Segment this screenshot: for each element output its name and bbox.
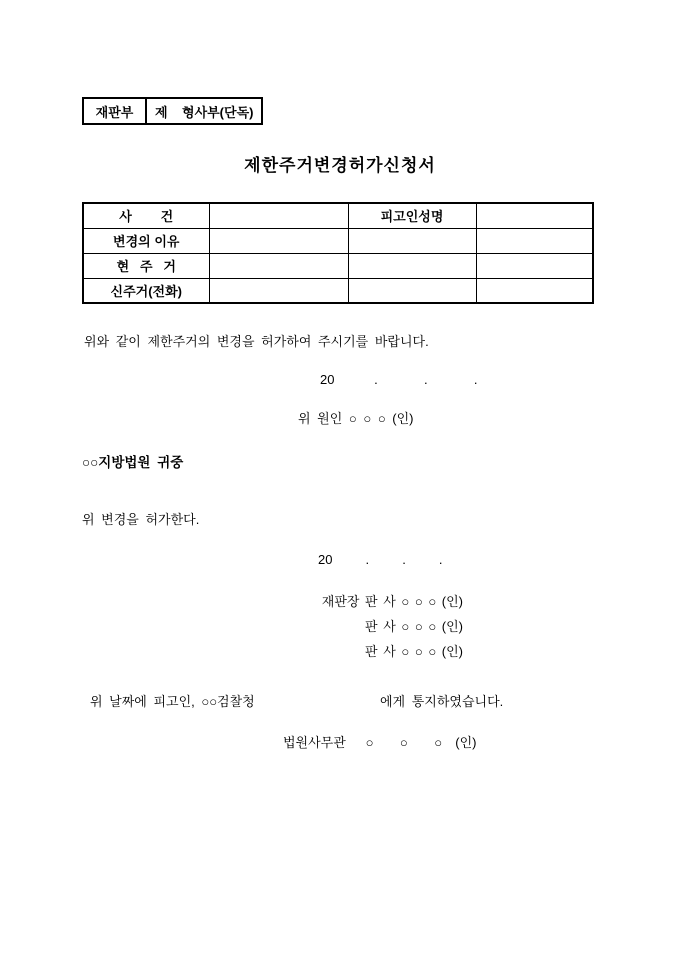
defendant-name-cell — [476, 203, 593, 228]
reason-cell-3 — [476, 228, 593, 253]
new-residence-label: 신주거(전화) — [83, 278, 209, 303]
new-residence-cell-3 — [476, 278, 593, 303]
table-row-current-residence — [83, 253, 593, 278]
current-residence-cell-2 — [348, 253, 476, 278]
presiding-judge-signature: 재판장 판 사 ○ ○ ○ (인) — [321, 594, 463, 609]
judge2-signature: 판 사 ○ ○ ○ (인) — [365, 619, 463, 634]
reason-cell-1 — [209, 228, 348, 253]
notice-prefix: 위 날짜에 피고인, ○○검찰청 — [90, 694, 255, 709]
new-residence-cell-1 — [209, 278, 348, 303]
division-box — [82, 97, 263, 125]
notice-suffix: 에게 통지하였습니다. — [380, 694, 504, 709]
grant-date: 20 . . . — [318, 552, 443, 567]
reason-cell-2 — [348, 228, 476, 253]
division-value: 제 형사부(단독) — [155, 104, 254, 120]
defendant-name-label: 피고인성명 — [348, 203, 476, 228]
current-residence-cell-1 — [209, 253, 348, 278]
judges-signature-block — [180, 589, 463, 664]
table-row-reason — [83, 228, 593, 253]
grant-sentence: 위 변경을 허가한다. — [82, 512, 200, 527]
reason-label: 변경의 이유 — [83, 228, 209, 253]
judge3-signature: 판 사 ○ ○ ○ (인) — [365, 644, 463, 659]
table-row-new-residence — [83, 278, 593, 303]
applicant-signature: 위 원인 ○ ○ ○ (인) — [298, 411, 414, 426]
court-address: ○○지방법원 귀중 — [82, 455, 184, 470]
request-sentence: 위와 같이 제한주거의 변경을 허가하여 주시기를 바랍니다. — [84, 334, 429, 349]
new-residence-cell-2 — [348, 278, 476, 303]
request-date: 20 . . . — [320, 372, 478, 387]
current-residence-cell-3 — [476, 253, 593, 278]
current-residence-label: 현 주 거 — [83, 253, 209, 278]
case-value-cell — [209, 203, 348, 228]
clerk-signature: 법원사무관 ○ ○ ○ (인) — [283, 735, 477, 750]
table-row-case — [83, 203, 593, 228]
case-label: 사 건 — [83, 203, 209, 228]
case-table — [82, 202, 594, 304]
page-title: 제한주거변경허가신청서 — [244, 156, 436, 175]
division-label: 재판부 — [84, 99, 147, 123]
